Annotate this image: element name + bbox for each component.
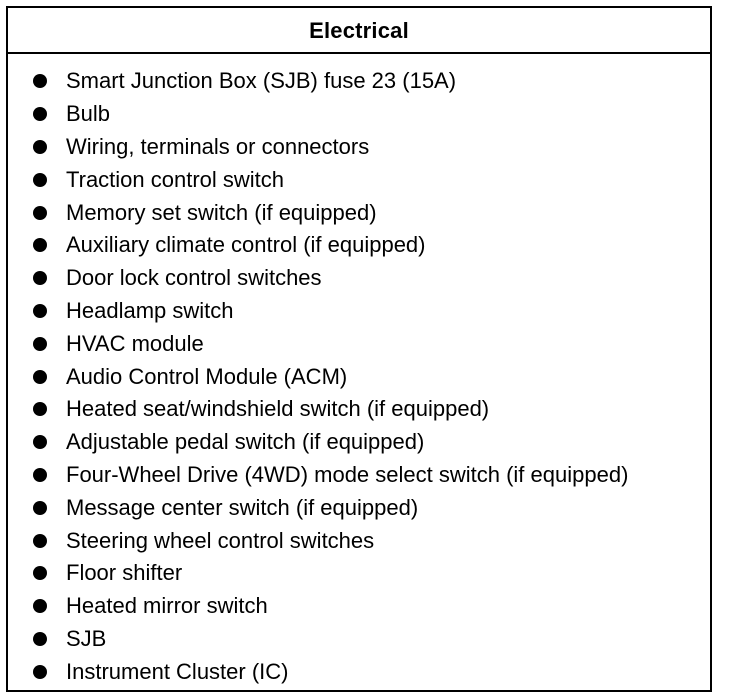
list-item <box>8 427 710 460</box>
bullet-icon <box>33 370 47 384</box>
bullet-icon <box>33 501 47 515</box>
list-item-text: Audio Control Module (ACM) <box>66 363 348 389</box>
list-item-text: Floor shifter <box>66 560 183 586</box>
list-item-text: Smart Junction Box (SJB) fuse 23 (15A) <box>66 68 457 94</box>
bullet-icon <box>33 534 47 548</box>
list-item <box>8 197 710 230</box>
bullet-icon <box>33 74 47 88</box>
bullet-icon <box>33 468 47 482</box>
list-item <box>8 492 710 525</box>
list-item <box>8 66 710 99</box>
list-item-text: Heated mirror switch <box>66 593 268 619</box>
bullet-icon <box>33 304 47 318</box>
bullet-icon <box>33 238 47 252</box>
list-item <box>8 525 710 558</box>
list-item <box>8 624 710 657</box>
bullet-icon <box>33 107 47 121</box>
list-item-text: Heated seat/windshield switch (if equipped) <box>66 396 490 422</box>
list-item <box>8 132 710 165</box>
bullet-icon <box>33 435 47 449</box>
list-item <box>8 656 710 689</box>
list-item-text: Traction control switch <box>66 166 285 192</box>
list-item-text: Memory set switch (if equipped) <box>66 199 377 225</box>
list-item-text: SJB <box>66 625 107 651</box>
list-item <box>8 394 710 427</box>
bullet-icon <box>33 140 47 154</box>
bullet-icon <box>33 599 47 613</box>
list-item <box>8 361 710 394</box>
table-title: Electrical <box>309 18 409 43</box>
electrical-items-list <box>8 66 710 689</box>
table-header <box>8 8 710 54</box>
bullet-icon <box>33 566 47 580</box>
list-item <box>8 558 710 591</box>
list-item <box>8 591 710 624</box>
list-item-text: Bulb <box>66 101 111 127</box>
bullet-icon <box>33 337 47 351</box>
bullet-icon <box>33 206 47 220</box>
list-item-text: Wiring, terminals or connectors <box>66 133 370 159</box>
list-item-text: HVAC module <box>66 330 204 356</box>
list-item-text: Steering wheel control switches <box>66 527 375 553</box>
bullet-icon <box>33 665 47 679</box>
list-item <box>8 296 710 329</box>
list-item-text: Headlamp switch <box>66 297 234 323</box>
list-item-text: Four-Wheel Drive (4WD) mode select switch (if equipped) <box>66 461 629 487</box>
bullet-icon <box>33 402 47 416</box>
list-item <box>8 230 710 263</box>
list-item-text: Instrument Cluster (IC) <box>66 658 289 684</box>
list-item <box>8 99 710 132</box>
bullet-icon <box>33 173 47 187</box>
list-item-text: Adjustable pedal switch (if equipped) <box>66 429 425 455</box>
list-item-text: Message center switch (if equipped) <box>66 494 419 520</box>
list-item-text: Auxiliary climate control (if equipped) <box>66 232 426 258</box>
list-item <box>8 460 710 493</box>
bullet-icon <box>33 632 47 646</box>
list-item <box>8 328 710 361</box>
bullet-icon <box>33 271 47 285</box>
list-item-text: Door lock control switches <box>66 265 322 291</box>
electrical-table <box>6 6 712 692</box>
list-item <box>8 263 710 296</box>
list-item <box>8 164 710 197</box>
